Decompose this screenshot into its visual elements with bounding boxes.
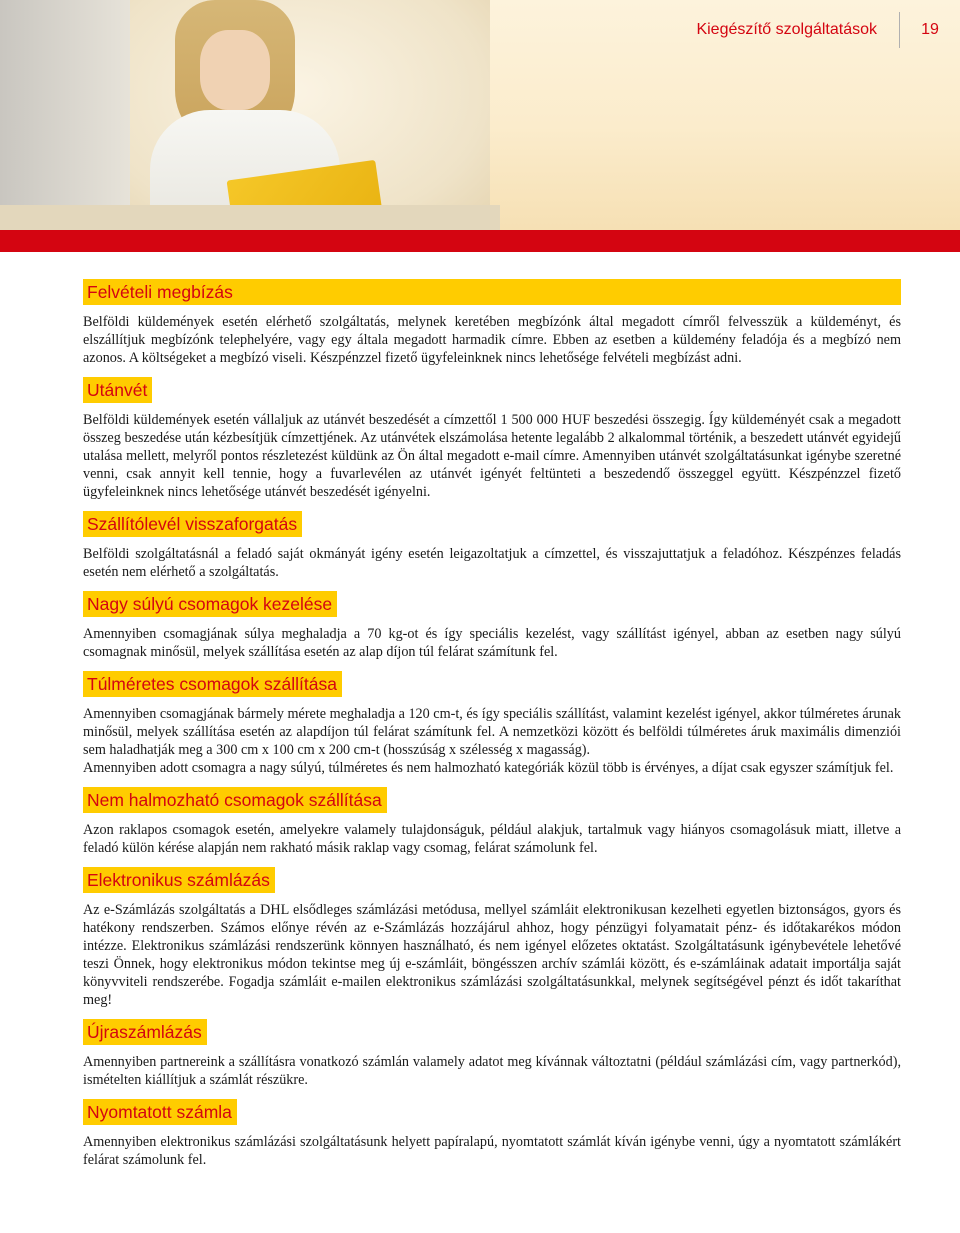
section-nagy-sulyu [83,591,901,661]
section-nem-halmozhato [83,787,901,857]
section-paragraph: Amennyiben adott csomagra a nagy súlyú, túlméretes és nem halmozható kategóriák közül több is érvényes, a díjat csak egyszer számítjuk fel. [83,760,894,776]
section-szallitolevel [83,511,901,581]
header-red-bar [0,230,960,252]
section-heading: Túlméretes csomagok szállítása [83,671,342,697]
section-heading: Újraszámlázás [83,1019,207,1045]
section-tulmeretes [83,671,901,777]
section-paragraph: Azon raklapos csomagok esetén, amelyekre valamely tulajdonságuk, például alakjuk, tartalmuk vagy hiányos csomagolásuk miatt, illetve a feladó külön kérése alapján nem rakható másik raklap vagy csomag, felárat számolunk fel. [83,822,901,856]
section-heading: Nagy súlyú csomagok kezelése [83,591,337,617]
section-heading: Nem halmozható csomagok szállítása [83,787,387,813]
page-header [696,0,960,60]
section-paragraph: Amennyiben csomagjának súlya meghaladja a 70 kg-ot és így speciális kezelést, vagy szállítást igényel, abban az esetben nagy súlyú csomagnak minősül, melyek szállítása esetén az alap díjon túl felárat számítunk fel. [83,626,901,660]
section-paragraph: Belföldi küldemények esetén elérhető szolgáltatás, melynek keretében megbízónk által megadott címről felvesszük a küldeményt, és elszállítjuk megbízónk telephelyére, vagy egy általa megadott harmadik címre. Ebben az esetben a küldemény feladója és a megbízó nem azonos. A költségeket a megbízó viseli. Készpénzzel fizető ügyfeleinknek nincs lehetősége felvételi megbízást adni. [83,314,901,366]
section-paragraph: Az e-Számlázás szolgáltatás a DHL elsődleges számlázási metódusa, mellyel számláit elektronikusan kezelheti egyetlen biztonságos, gyors és hatékony rendszerben. Számos előnye révén az e-Számlázás hozzájárul ahhoz, hogy pénzügyi folyamatait pénz- és időtakarékos módon intézze. Elektronikus számlázási rendszerünk könnyen használható, és nem igényel előzetes oktatást. Szolgáltatásunk igénybevétele lehetővé teszi Önnek, hogy elektronikus módon tekintse meg új e-számláit, böngésszen archív számlái között, és e-számláinak adatait importálja saját könyvviteli rendszerébe. Fogadja számláit e-mailen elektronikus számlázási szolgáltatásunkkal, melynek segítségével pénzt és időt takaríthat meg! [83,902,901,1008]
running-title: Kiegészítő szolgáltatások [696,21,877,38]
section-nyomtatott-szamla [83,1099,901,1169]
section-paragraph: Amennyiben csomagjának bármely mérete meghaladja a 120 cm-t, és így speciális szállítást, valamint kezelést igényel, akkor túlméretes árunak minősül, melyek szállítása esetén az alapdíjon túl felárat számítunk fel. A nemzetközi között és belföldi túlméretes áruk maximális dimenziói sem haladhatják meg a 300 cm x 100 cm x 200 cm-t (hosszúság x szélesség x magasság). [83,706,901,758]
section-paragraph: Belföldi szolgáltatásnál a feladó saját okmányát igény esetén leigazoltatjuk a címzettel, és visszajuttatjuk a feladóhoz. Készpénzes feladás esetén nem elérhető a szolgáltatás. [83,546,901,580]
section-utanvet [83,377,901,501]
main-content [83,279,901,1179]
section-paragraph: Amennyiben elektronikus számlázási szolgáltatásunk helyett papíralapú, nyomtatott számlát kíván igénybe venni, úgy a nyomtatott számlákért felárat számolunk fel. [83,1134,901,1168]
section-paragraph: Amennyiben partnereink a szállításra vonatkozó számlán valamely adatot meg kívánnak változtatni (például számlázási cím, vagy partnerkód), ismételten kiállítjuk a számlát részükre. [83,1054,901,1088]
section-heading: Nyomtatott számla [83,1099,237,1125]
section-heading: Szállítólevél visszaforgatás [83,511,302,537]
section-heading: Felvételi megbízás [83,279,901,305]
section-paragraph: Belföldi küldemények esetén vállaljuk az utánvét beszedését a címzettől 1 500 000 HUF beszedési összegig. Így küldeményét csak a megadott összeg beszedése után kézbesítjük címzettjének. Az utánvétek elszámolása hetente legalább 2 alkalommal történik, a beszedett utánvét egyidejű utalása mellett, melyről pontos részletezést küldünk az Ön által megadott e-mail címre. Amennyiben utánvét szolgáltatásunkat igénybe szeretné venni, csak annyit kell tennie, hogy a fuvarlevélen az utánvét igényét feltünteti a beszedendő összeggel együtt. Készpénzzel fizető ügyfeleinknek nincs lehetősége utánvét beszedését igényelni. [83,412,901,500]
section-ujraszamlazas [83,1019,901,1089]
page-number: 19 [921,21,939,38]
section-felveteli-megbizas [83,279,901,367]
section-elektronikus-szamlazas [83,867,901,1009]
section-heading: Utánvét [83,377,152,403]
section-heading: Elektronikus számlázás [83,867,275,893]
